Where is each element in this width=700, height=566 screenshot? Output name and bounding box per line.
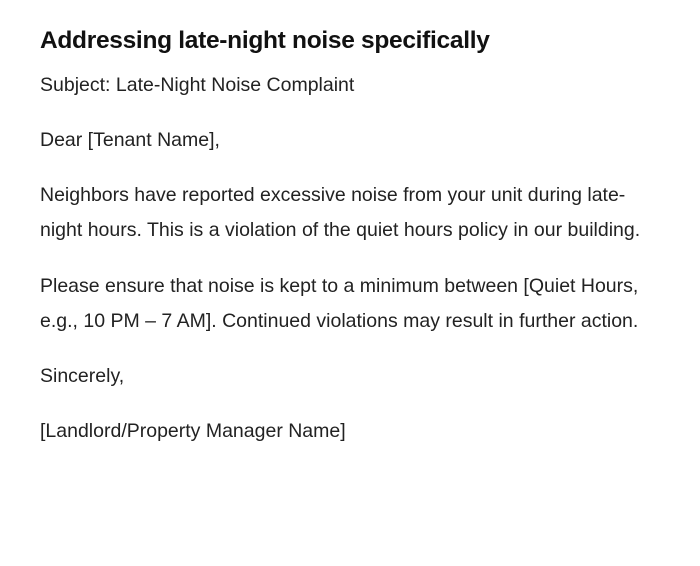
letter-body-paragraph-2: Please ensure that noise is kept to a minimum between [Quiet Hours, e.g., 10 PM – 7 AM]. Continued violations may result in further action. (40, 275, 639, 332)
letter-subject: Subject: Late-Night Noise Complaint (40, 74, 355, 96)
letter-closing: Sincerely, (40, 365, 125, 387)
letter-template (40, 24, 650, 449)
letter-body-paragraph-1: Neighbors have reported excessive noise from your unit during late-night hours. This is a violation of the quiet hours policy in our building. (40, 184, 641, 241)
letter-signature: [Landlord/Property Manager Name] (40, 420, 346, 442)
page-title: Addressing late-night noise specifically (40, 27, 490, 54)
letter-salutation: Dear [Tenant Name], (40, 129, 220, 151)
